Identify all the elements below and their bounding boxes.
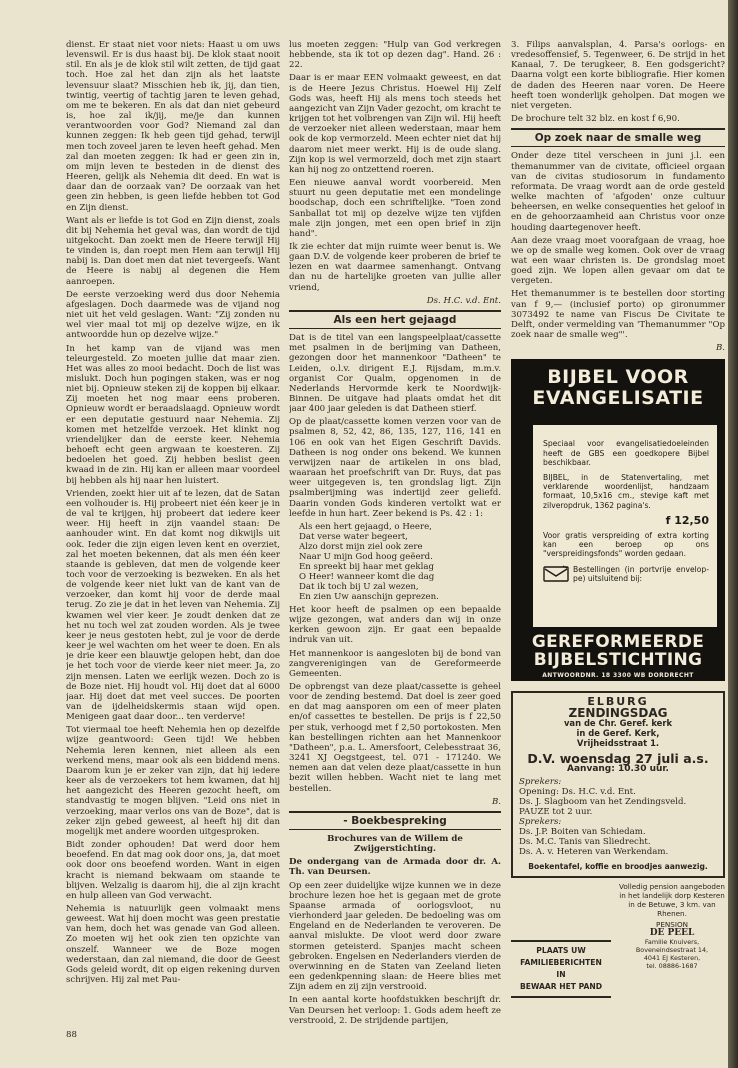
- boek-title: De ondergang van de Armada door dr. A. Th. van Deursen.: [289, 857, 501, 878]
- col1-paragraph: Nehemia is natuurlijk geen volmaakt mens geweest. Wat hij doen mocht was geen prestatie van hem, doch het was genade van God alleen. Zo moeten wij het ook zien ten opzichte van onszelf. Wanneer we de Boze mogen wederstaan, dan zal niemand, die door de Geest Gods geleid wordt, dit op eigen rekening durven schrijven. Hij zal met Pau-: [66, 903, 280, 986]
- ad-body: [533, 425, 717, 627]
- ad-order: [543, 565, 709, 583]
- col1-paragraph: dienst. Er staat niet voor niets: Haast u om uws levenswil. Er is dus haast bij. De klok staat nooit stil. En als je de klok stil wilt zetten, de tijd gaat toch. Hoe zal het dan zijn als het laatste levensuur slaat? Misschien heb ik, jij, dan tien, twintig, veertig of tachtig jaren te leven gehad, om me te bekeren. En als dat dan niet gebeurd is, hoe zal ik/jij, me/je dan kunnen verantwoorden voor God? Niemand zal dan kunnen zeggen: Ik heb geen tijd gehad, terwijl men toch zoveel jaren te leven heeft gehad. Men zal dan moeten zeggen: Ik had er geen zin in, om mijn leven te besteden in de dienst des Heeren, gelijk als Nehemia dit deed. En wat is daar dan de oorzaak van? De oorzaak van het geen zin hebben, is geen liefde hebben tot God en Zijn dienst.: [66, 40, 280, 213]
- ad-headline: [511, 359, 725, 409]
- ad-title: ELBURG: [587, 695, 649, 709]
- heading-als-een-hert: Als een hert gejaagd: [289, 310, 501, 329]
- col2-paragraph: Op een zeer duidelijke wijze kunnen we in deze brochure lezen hoe het is gegaan met de grote Spaanse armada of oorlogsvloot, nu vierhonderd jaar geleden. De bedoeling was om Engeland en de Nederlanden te veroveren. De aanval mislukte. De vloot werd door zware stormen geteisterd. Spanjes macht scheen gebroken. Engelsen en Nederlanders vierden de overwinning en de Staten van Zeeland lieten een gedenkpenning slaan: de Heere blies met Zijn adem en zij zijn verstrooid.: [289, 880, 501, 993]
- ad-text: Volledig pension aangeboden in het landelijk dorp Kesteren in de Betuwe, 3 km. van Rhenen.: [619, 882, 725, 919]
- ad-label: Sprekers:: [519, 817, 562, 828]
- col3-paragraph: Het themanummer is te bestellen door storting van f 9,— (inclusief porto) op gironummer 3073492 te name van Fiscus De Civitate te Delft, onder vermelding van 'Themanummer "Op zoek naar de smalle weg"'.: [511, 289, 725, 341]
- col2-paragraph: Daar is er maar EEN volmaakt geweest, en dat is de Heere Jezus Christus. Hoewel Hij Zelf Gods was, heeft Hij als mens toch steeds het aangezicht van Zijn Vader gezocht, om kracht te krijgen tot het volbrengen van Zijn wil. Hij heeft de verzoeker niet alleen wederstaan, maar hem ook de kop vermorzeld. Meen echter niet dat hij daarom niet meer werkt. Hij is de oude slang. Zijn kop is wel vermorzeld, doch met zijn staart kan hij nog zo ontzettend roeren.: [289, 73, 501, 175]
- ad-line: FAMILIEBERICHTEN: [520, 958, 602, 968]
- col1-paragraph: Bidt zonder ophouden! Dat werd door hem beoefend. En dat mag ook door ons, ja, dat moet ook door ons beoefend worden. Want in eigen kracht is niemand bekwaam om staande te blijven. Welzalig is daarom hij, die al zijn kracht en hulp alleen van God verwacht.: [66, 840, 280, 901]
- col2-paragraph: Op de plaat/cassette komen verzen voor van de psalmen 8, 52, 42, 86, 135, 127, 116, 141 en 106 en ook van het Eigen Geschrift Davids. Datheen is nog onder ons bekend. We kunnen verwijzen naar de artikelen in ons blad, waaraan het proefschrift van Dr. Ruys, dat pas weer uitgegeven is, ten grondslag ligt. Zijn psalmberijming was indertijd zeer geliefd. Daarin vonden Gods kinderen vertolkt wat er leefde in hun hart. Zeer bekend is Ps. 42 : 1:: [289, 417, 501, 519]
- ad-address-line: tel. 08886-1687: [646, 962, 698, 971]
- ad-line: Ds. M.C. Tanis van Sliedrecht.: [519, 837, 651, 848]
- ad-time: Aanvang: 10.30 uur.: [567, 763, 669, 774]
- column-2: [289, 40, 501, 1060]
- col2-paragraph: Een nieuwe aanval wordt voorbereid. Men stuurt nu geen deputatie met een mondelinge boodschap, doch een schriftelijke. "Toen zond Sanballat tot mij op dezelve wijze ten vijfden male zijn jongen, met een open brief in zijn hand".: [289, 178, 501, 239]
- ad-line: Ds. J. Slagboom van het Zendingsveld.: [519, 797, 687, 808]
- col3-paragraph: Aan deze vraag moet voorafgaan de vraag, hoe we op de smalle weg komen. Ook over de vraag wat een waar christen is. De grondslag moet goed zijn. We lopen allen gevaar om dat te vergeten.: [511, 235, 725, 287]
- elburg-advertisement: [511, 691, 725, 878]
- poem-line: Als een hert gejaagd, o Heere,: [299, 521, 432, 532]
- poem-line: Dat verse water begeert,: [299, 531, 408, 542]
- ad-line: IN: [556, 970, 566, 980]
- boek-subheading: Brochures van de Willem de Zwijgerstichting.: [327, 834, 463, 855]
- ad-address: ANTWOORDNR. 18 3300 WB DORDRECHT: [542, 672, 694, 680]
- col2-paragraph: Het mannenkoor is aangesloten bij de bond van zangverenigingen van de Gereformeerde Gemeenten.: [289, 648, 501, 679]
- ad-address-line: 4041 EJ Kesteren,: [643, 954, 701, 963]
- ad-date: D.V. woensdag 27 juli a.s.: [527, 750, 709, 766]
- ad-org-line: BIJBELSTICHTING: [533, 650, 703, 671]
- column-3: [511, 40, 725, 1050]
- col3-paragraph: De brochure telt 32 blz. en kost f 6,90.: [511, 114, 680, 125]
- col1-paragraph: Vrienden, zoekt hier uit af te lezen, dat de Satan een volhouder is. Hij probeert niet één keer je in de val te krijgen, hij probeert dat iedere keer weer. Hij heeft in zijn vaandel staan: De aanhouder wint. En dat komt nog dikwijls uit ook. Ieder die zijn eigen leven kent en overziet, zal het moeten bekennen, dat als men één keer staande is gebleven, dat men de volgende keer toch voor de verzoeking is bezweken. En als het de volgende keer niet lukt van de kant van de verzoeker, dan komt hij voor de derde maal terug. Zo zie je dat in het leven van Nehemia. Zij kwamen wel vier keer. Je zoudt denken dat ze het nu toch wel zat zouden worden. Als je twee keer je neus gestoten hebt, zul je voor de derde keer je wel wachten om het weer te doen. En als je drie keer een blauwtje gelopen hebt, dan doe je het toch voor de vierde keer niet meer. Ja, zo zijn mensen. Laten we eerlijk wezen. Doch zo is de Boze niet. Hij houdt vol. Hij doet dat al 6000 jaar. Hij doet dat met veel succes. De poorten van de ijdelheidskermis staan wijd open. Menigeen gaat daar door... ten verderve!: [66, 488, 280, 723]
- col2-paragraph: Dat is de titel van een langspeelplaat/cassette met psalmen in de berijming van Datheen, gezongen door het mannenkoor "Datheen" te Leiden, o.l.v. dirigent E.J. Rijsdam, m.m.v. organist Cor Qualm, opgenomen in de Nederlands Hervormde kerk te Noordwijk-Binnen. De uitgave had plaats omdat het dit jaar 400 jaar geleden is dat Datheen stierf.: [289, 333, 501, 415]
- psalm-verse: [289, 522, 501, 602]
- ad-footer: Boekentafel, koffie en broodjes aanwezig.: [528, 862, 708, 872]
- bible-advertisement: [511, 359, 725, 681]
- ad-line: Ds. J.P. Boiten van Schiedam.: [519, 827, 646, 838]
- col2-paragraph: lus moeten zeggen: "Hulp van God verkregen hebbende, sta ik tot op dezen dag". Hand. 26 : 22.: [289, 40, 501, 71]
- ad-line: Ds. A. v. Heteren van Werkendam.: [519, 847, 669, 858]
- signature: B.: [491, 796, 501, 807]
- ad-text: Bestellingen (in portvrije envelop-pe) uitsluitend bij:: [573, 564, 709, 583]
- ad-subtitle: in de Geref. Kerk,: [576, 727, 660, 738]
- familieberichten-ad: [511, 940, 611, 998]
- pension-ad: [619, 882, 725, 970]
- col2-paragraph: In een aantal korte hoofdstukken beschrijft dr. Van Deursen het verloop: 1. Gods adem heeft ze verstrooid, 2. De strijdende partijen,: [289, 995, 501, 1026]
- signature: B.: [715, 343, 725, 354]
- col1-paragraph: In het kamp van de vijand was men teleurgesteld. Zo moeten jullie dat maar zien. Het was alles zo mooi bedacht. Doch de list was mislukt. Doch hun pogingen staken, was er nog niet bij. Opnieuw steken zij de koppen bij elkaar. Zij moeten het nog maar eens proberen. Opnieuw wordt er beraadslaagd. Opnieuw wordt er een deputatie gestuurd naar Nehemia. Zij komen met hetzelfde verzoek. Het klinkt nog vriendelijker dan de eerste keer. Nehemia behoeft echt geen argwaan te koesteren. Zij bedoelen het goed. Zij hebben beslist geen kwaad in de zin. Hij kan er alleen maar voordeel bij hebben als hij naar hen luistert.: [66, 343, 280, 486]
- book-spine: [728, 0, 738, 1068]
- ad-subtitle: Vrijheidsstraat 1.: [576, 737, 660, 748]
- ad-organisation: [511, 633, 725, 669]
- ad-title: ZENDINGSDAG: [568, 705, 668, 720]
- ad-subtitle: van de Chr. Geref. kerk: [563, 717, 673, 728]
- col1-paragraph: Tot viermaal toe heeft Nehemia hen op dezelfde wijze geantwoord: Geen tijd! We hebben Nehemia leren kennen, niet alleen als een werkend mens, maar ook als een biddend mens. Daarom kun je er zeker van zijn, dat hij iedere keer als de verzoekers tot hem kwamen, dat hij het aangezicht des Heeren gezocht heeft, om standvastig te mogen blijven. "Leid ons niet in verzoeking, maar verlos ons van de Boze", dat is zeker zijn gebed geweest, al heeft hij dit dan mogelijk met andere woorden uitgesproken.: [66, 725, 280, 837]
- ad-text: BIJBEL, in de Statenvertaling, met verklarende woordenlijst, handzaam formaat, 10,5x16 cm., stevige kaft met zilveropdruk, 1362 pagina's.: [543, 472, 709, 510]
- poem-line: Naar U mijn God hoog geëerd.: [299, 551, 433, 562]
- poem-line: Dat ik toch bij U zal wezen,: [299, 581, 419, 592]
- col2-paragraph: Ik zie echter dat mijn ruimte weer benut is. We gaan D.V. de volgende keer proberen de brief te lezen en wat daarmee samenhangt. Ontvang dan nu de hartelijke groeten van jullie aller vriend,: [289, 241, 501, 293]
- col2-paragraph: Het koor heeft de psalmen op een bepaalde wijze gezongen, wat anders dan wij in onze kerken gewoon zijn. Er gaat een bepaalde indruk van uit.: [289, 604, 501, 646]
- bottom-ads: [511, 882, 725, 1002]
- heading-boekbespreking: - Boekbespreking: [289, 811, 501, 830]
- col1-paragraph: De eerste verzoeking werd dus door Nehemia afgeslagen. Doch daarmede was de vijand nog niet uit het veld geslagen. Want: "Zij zonden nu wel vier maal tot mij op dezelve wijze, en ik antwoordde hun op dezelve wijze.": [66, 289, 280, 341]
- ad-headline-line: BIJBEL VOOR: [547, 366, 689, 389]
- ad-line: PENSION: [656, 920, 688, 930]
- ad-price: f 12,50: [665, 513, 709, 527]
- ad-address-line: Familie Knuivers,: [644, 938, 700, 947]
- ad-headline-line: EVANGELISATIE: [532, 387, 704, 410]
- ad-label: Sprekers:: [519, 777, 562, 787]
- col2-paragraph: De opbrengst van deze plaat/cassette is geheel voor de zending bestemd. Dat doel is zeer goed en dat mag aansporen om een of meer platen en/of cassettes te bestellen. De prijs is f 22,50 per stuk, verhoogd met f 2,50 portokosten. Men kan bestellingen richten aan het Mannenkoor "Datheen", p.a. L. Amersfoort, Celebesstraat 36, 3241 XJ Oegstgeest, tel. 071 - 171240. We nemen aan dat velen deze plaat/cassette in hun bezit willen hebben. Wacht niet te lang met bestellen.: [289, 681, 501, 794]
- col1-paragraph: Want als er liefde is tot God en Zijn dienst, zoals dit bij Nehemia het geval was, dan wordt de tijd uitgekocht. Dan zoekt men de Heere terwijl Hij te vinden is, dan roept men Hem aan terwijl Hij nabij is. Dan doet men dat niet tevergeefs. Want de Heere is nabij al degenen die Hem aanroepen.: [66, 215, 280, 287]
- ad-line: PLAATS UW: [536, 946, 586, 956]
- page-number: 88: [66, 1030, 77, 1040]
- signature: Ds. H.C. v.d. Ent.: [426, 295, 501, 306]
- ad-line: PAUZE tot 2 uur.: [519, 807, 593, 818]
- ad-text: Voor gratis verspreiding of extra korting kan een beroep op ons "verspreidingsfonds" worden gedaan.: [543, 531, 709, 559]
- poem-line: O Heer! wanneer komt die dag: [299, 571, 435, 582]
- poem-line: En zien Uw aanschijn geprezen.: [299, 591, 439, 602]
- ad-line: Opening: Ds. H.C. v.d. Ent.: [519, 787, 636, 798]
- poem-line: Alzo dorst mijn ziel ook zere: [299, 541, 423, 552]
- poem-line: En spreekt bij haar met geklag: [299, 561, 434, 572]
- pension-name: DE PEEL: [649, 928, 695, 939]
- column-1: [66, 40, 280, 1030]
- ad-org-line: GEREFORMEERDE: [531, 632, 705, 653]
- envelope-icon: [543, 565, 569, 583]
- ad-text: Speciaal voor evangelisatiedoeleinden heeft de GBS een goedkopere Bijbel beschikbaar.: [543, 439, 709, 467]
- ad-line: BEWAAR HET PAND: [519, 982, 603, 992]
- heading-smalle-weg: Op zoek naar de smalle weg: [511, 128, 725, 147]
- col3-paragraph: Onder deze titel verscheen in juni j.l. een themanummer van de civitate, officieel orgaan van de civitas studiosorum in fundamento reformata. De vraag wordt aan de orde gesteld welke machten of 'afgoden' onze cultuur beheersen, en welke consequenties het geloof in en de gehoorzaamheid aan Christus voor onze houding daartegenover heeft.: [511, 151, 725, 233]
- col3-paragraph: 3. Filips aanvalsplan, 4. Parsa's oorlogs- en vredesoffensief, 5. Tegenweer, 6. De strijd in het Kanaal, 7. De terugkeer, 8. Een godsgericht? Daarna volgt een korte bibliografie. Hier komen de daden des Heeren naar voren. De Heere heeft toen wonderlijk geholpen. Dat mogen we niet vergeten.: [511, 40, 725, 111]
- ad-address-line: Boveneindsestraat 14,: [635, 946, 709, 955]
